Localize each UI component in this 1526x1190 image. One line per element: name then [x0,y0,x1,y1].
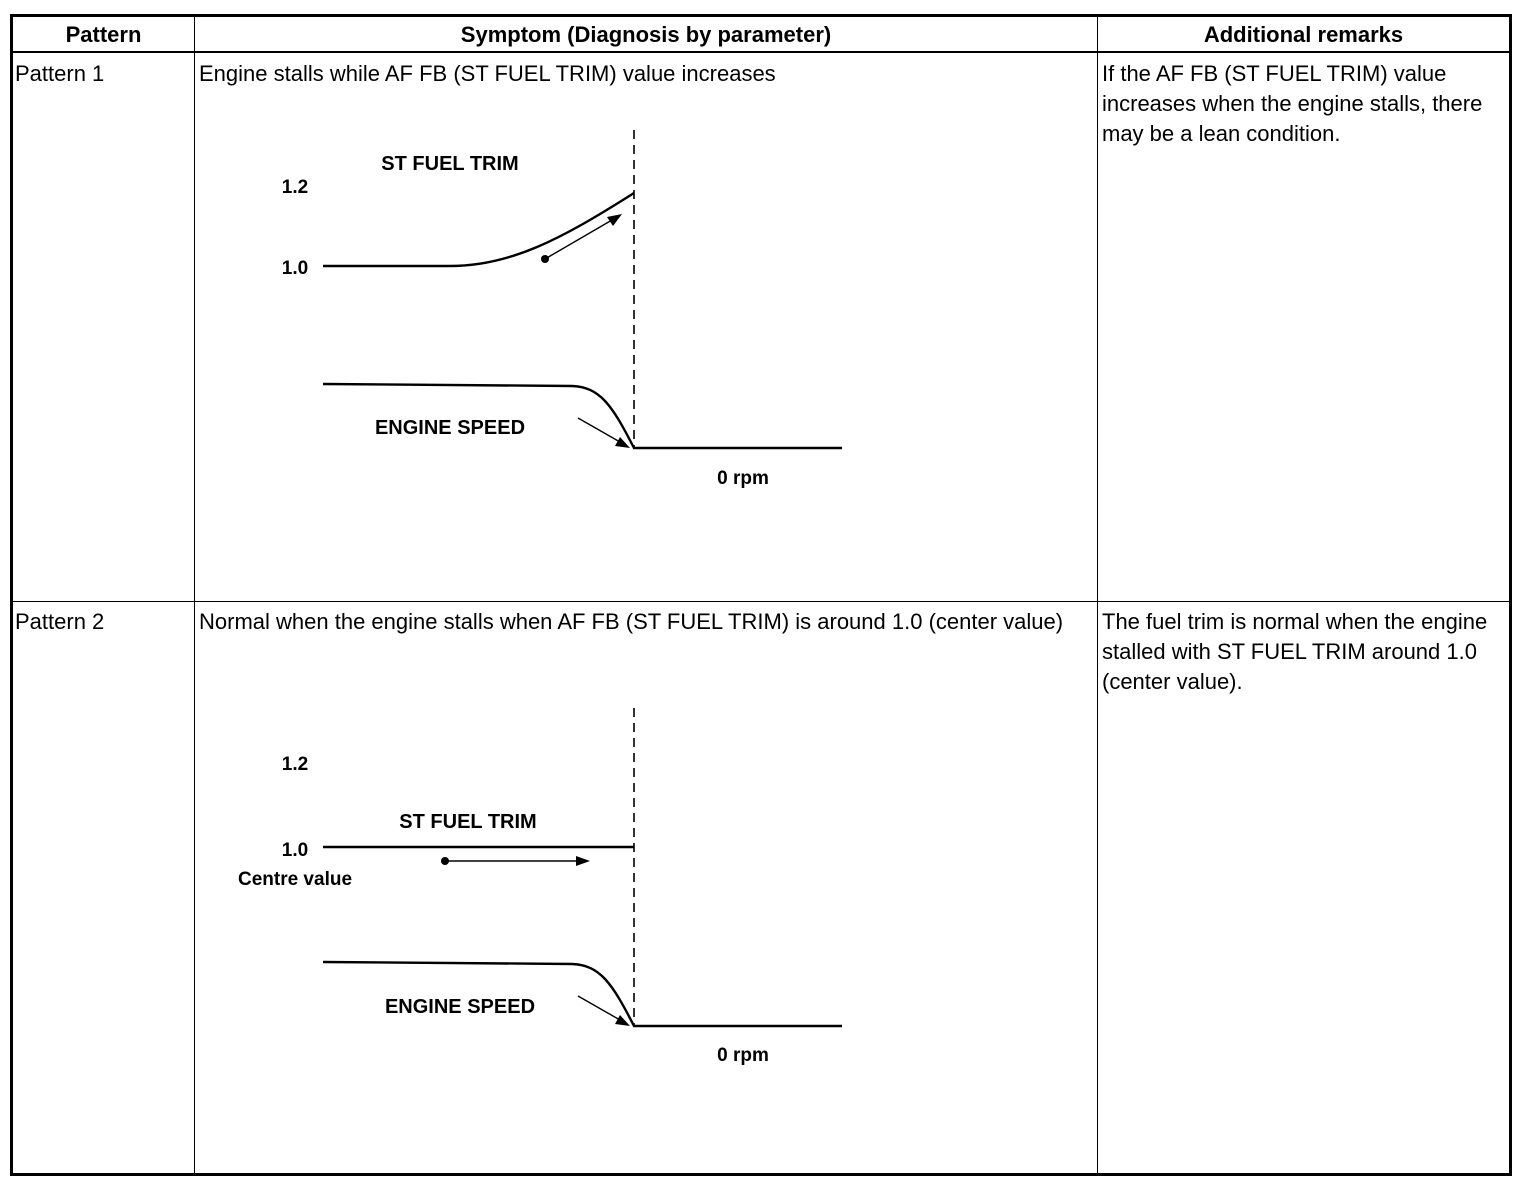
header-pattern: Pattern [65,22,142,47]
row1-speed-label: ENGINE SPEED [374,417,526,439]
row1-zero-label: 0 rpm [717,468,769,489]
diagnosis-table [10,14,1512,1176]
row2-speed-label: ENGINE SPEED [384,996,536,1018]
row2-speed-arrow [578,996,620,1020]
row2-trim-label: ST FUEL TRIM [399,811,537,833]
header-remarks: Additional remarks [1203,22,1404,47]
row1-symptom: Engine stalls while AF FB (ST FUEL TRIM) value increases [199,61,776,86]
row2-tick-low: 1.0 [281,840,309,861]
row2-zero-label: 0 rpm [717,1045,769,1066]
row2-centre-label: Centre value [237,869,353,890]
row2-figure [13,17,1509,1173]
row1-tick-high: 1.2 [281,177,309,198]
row2-pattern: Pattern 2 [15,609,105,634]
row1-trim-label: ST FUEL TRIM [381,153,519,175]
row2-trim-arrow-head [576,856,590,866]
row2-tick-high: 1.2 [281,754,309,775]
row1-tick-low: 1.0 [281,258,309,279]
row2-remarks: The fuel trim is normal when the engine stalled with ST FUEL TRIM around 1.0 (center value). [1102,609,1494,694]
row2-speed-arrow-head [615,1015,630,1026]
row1-pattern: Pattern 1 [15,61,105,86]
row2-symptom: Normal when the engine stalls when AF FB (ST FUEL TRIM) is around 1.0 (center value) [199,609,1064,634]
row1-remarks: If the AF FB (ST FUEL TRIM) value increases when the engine stalls, there may be a lean condition. [1102,61,1489,146]
header-symptom: Symptom (Diagnosis by parameter) [460,22,832,47]
